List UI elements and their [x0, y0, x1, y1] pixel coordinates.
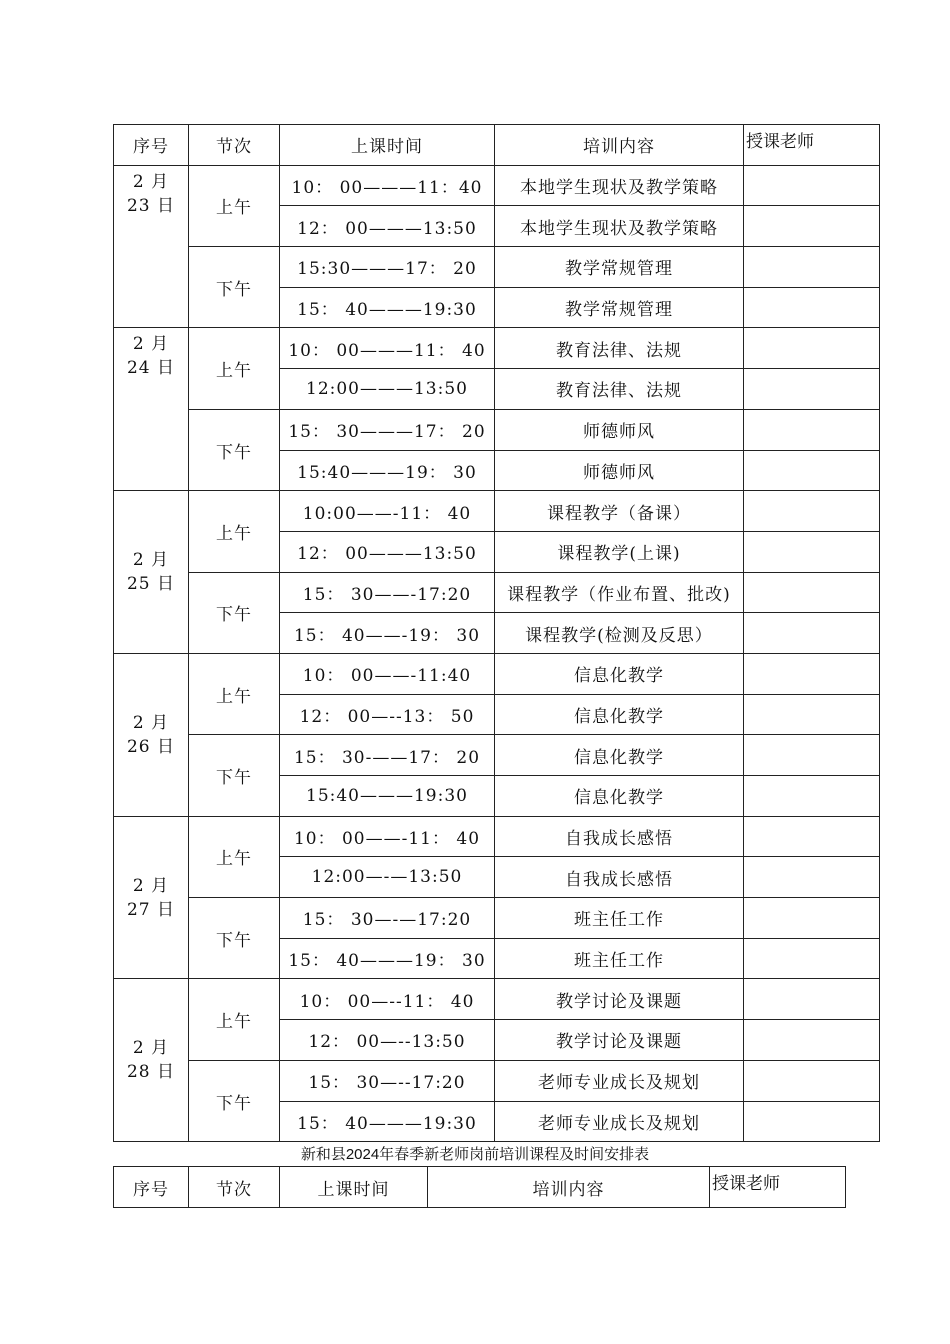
- session-content: 教学讨论及课题: [495, 1020, 744, 1061]
- period-morning: 上午: [189, 328, 280, 409]
- session-content: 信息化教学: [495, 776, 744, 817]
- table-caption: 新和县2024年春季新老师岗前培训课程及时间安排表: [300, 1146, 650, 1163]
- session-time: 12:00—-—13:50: [280, 857, 495, 898]
- date-cell: [114, 979, 189, 1142]
- session-time: 10： 00——-11： 40: [280, 816, 495, 857]
- date-day: 23 日: [126, 195, 176, 216]
- session-teacher: [744, 938, 880, 979]
- session-time: 10： 00———11： 40: [280, 328, 495, 369]
- table-row: [114, 328, 880, 369]
- period-afternoon: 下午: [189, 735, 280, 816]
- session-content: 师德师风: [495, 450, 744, 491]
- session-teacher: [744, 287, 880, 328]
- table-row: [114, 572, 880, 613]
- table-row: [114, 165, 880, 206]
- table-row: [114, 1060, 880, 1101]
- session-time: 15： 40———19:30: [280, 287, 495, 328]
- session-content: 教育法律、法规: [495, 369, 744, 410]
- session-teacher: [744, 979, 880, 1020]
- session-time: 15： 30-——17： 20: [280, 735, 495, 776]
- session-time: 10： 00———11：40: [280, 165, 495, 206]
- session-teacher: [744, 1060, 880, 1101]
- session-time: 12:00———13:50: [280, 369, 495, 410]
- period-morning: 上午: [189, 165, 280, 246]
- date-day: 26 日: [126, 736, 176, 757]
- header-time: 上课时间: [280, 1167, 428, 1208]
- session-time: 12： 00—--13： 50: [280, 694, 495, 735]
- period-afternoon: 下午: [189, 898, 280, 979]
- session-teacher: [744, 1101, 880, 1142]
- period-afternoon: 下午: [189, 1060, 280, 1141]
- header-period: 节次: [189, 125, 280, 166]
- session-content: 课程教学(上课): [495, 531, 744, 572]
- header-seq: 序号: [114, 1167, 189, 1208]
- period-afternoon: 下午: [189, 572, 280, 653]
- session-teacher: [744, 1020, 880, 1061]
- session-content: 教学常规管理: [495, 287, 744, 328]
- session-teacher: [744, 165, 880, 206]
- date-month: 2 月: [132, 875, 170, 896]
- header-row: [114, 125, 880, 166]
- session-content: 本地学生现状及教学策略: [495, 165, 744, 206]
- date-month: 2 月: [132, 1038, 170, 1059]
- session-teacher: [744, 328, 880, 369]
- session-time: 15:40———19： 30: [280, 450, 495, 491]
- session-content: 班主任工作: [495, 898, 744, 939]
- session-content: 课程教学(检测及反思）: [495, 613, 744, 654]
- header-teacher: 授课老师: [710, 1167, 846, 1208]
- date-day: 24 日: [126, 358, 176, 379]
- session-time: 10： 00——-11:40: [280, 653, 495, 694]
- session-content: 信息化教学: [495, 694, 744, 735]
- date-cell: [114, 653, 189, 816]
- date-month: 2 月: [132, 550, 170, 571]
- session-time: 10:00——-11： 40: [280, 491, 495, 532]
- table-row: [114, 247, 880, 288]
- session-content: 自我成长感悟: [495, 816, 744, 857]
- session-content: 信息化教学: [495, 735, 744, 776]
- session-content: 教育法律、法规: [495, 328, 744, 369]
- date-month: 2 月: [132, 334, 170, 355]
- session-teacher: [744, 898, 880, 939]
- date-month: 2 月: [132, 712, 170, 733]
- schedule-table: [113, 124, 880, 1142]
- schedule-table-continued: [113, 1166, 846, 1208]
- session-teacher: [744, 653, 880, 694]
- table-row: [114, 979, 880, 1020]
- session-time: 15： 30—--17:20: [280, 1060, 495, 1101]
- session-content: 课程教学（作业布置、批改): [495, 572, 744, 613]
- table-row: [114, 409, 880, 450]
- period-morning: 上午: [189, 816, 280, 897]
- header-time: 上课时间: [280, 125, 495, 166]
- session-teacher: [744, 857, 880, 898]
- session-teacher: [744, 409, 880, 450]
- date-cell: [114, 165, 189, 328]
- date-cell: [114, 816, 189, 979]
- session-teacher: [744, 206, 880, 247]
- session-teacher: [744, 369, 880, 410]
- session-teacher: [744, 613, 880, 654]
- session-teacher: [744, 572, 880, 613]
- date-cell: [114, 491, 189, 654]
- table-row: [114, 735, 880, 776]
- session-time: 15： 40———19:30: [280, 1101, 495, 1142]
- session-time: 10： 00—--11： 40: [280, 979, 495, 1020]
- period-afternoon: 下午: [189, 247, 280, 328]
- session-content: 班主任工作: [495, 938, 744, 979]
- table-row: [114, 491, 880, 532]
- session-time: 15:30———17： 20: [280, 247, 495, 288]
- session-time: 15： 30——-17:20: [280, 572, 495, 613]
- period-morning: 上午: [189, 979, 280, 1060]
- session-time: 15： 30———17： 20: [280, 409, 495, 450]
- session-teacher: [744, 450, 880, 491]
- date-day: 28 日: [126, 1062, 176, 1083]
- session-time: 12： 00———13:50: [280, 531, 495, 572]
- session-teacher: [744, 531, 880, 572]
- period-morning: 上午: [189, 653, 280, 734]
- date-cell: [114, 328, 189, 491]
- session-teacher: [744, 735, 880, 776]
- session-content: 信息化教学: [495, 653, 744, 694]
- session-teacher: [744, 491, 880, 532]
- date-day: 27 日: [126, 899, 176, 920]
- session-content: 老师专业成长及规划: [495, 1060, 744, 1101]
- session-time: 15:40———19:30: [280, 776, 495, 817]
- session-time: 15： 40———19： 30: [280, 938, 495, 979]
- session-teacher: [744, 694, 880, 735]
- header-period: 节次: [189, 1167, 280, 1208]
- session-teacher: [744, 776, 880, 817]
- session-time: 15： 30—-—17:20: [280, 898, 495, 939]
- header-content: 培训内容: [428, 1167, 710, 1208]
- session-content: 本地学生现状及教学策略: [495, 206, 744, 247]
- header-seq: 序号: [114, 125, 189, 166]
- session-content: 老师专业成长及规划: [495, 1101, 744, 1142]
- table-row: [114, 653, 880, 694]
- period-afternoon: 下午: [189, 409, 280, 490]
- date-day: 25 日: [126, 574, 176, 595]
- table-row: [114, 816, 880, 857]
- table-row: [114, 898, 880, 939]
- session-content: 师德师风: [495, 409, 744, 450]
- session-content: 教学讨论及课题: [495, 979, 744, 1020]
- session-time: 12： 00———13:50: [280, 206, 495, 247]
- session-content: 课程教学（备课）: [495, 491, 744, 532]
- date-month: 2 月: [132, 171, 170, 192]
- session-time: 15： 40——-19： 30: [280, 613, 495, 654]
- session-teacher: [744, 816, 880, 857]
- header-row: [114, 1167, 846, 1208]
- session-content: 教学常规管理: [495, 247, 744, 288]
- session-time: 12： 00—--13:50: [280, 1020, 495, 1061]
- period-morning: 上午: [189, 491, 280, 572]
- header-teacher: 授课老师: [744, 125, 880, 166]
- session-content: 自我成长感悟: [495, 857, 744, 898]
- session-teacher: [744, 247, 880, 288]
- header-content: 培训内容: [495, 125, 744, 166]
